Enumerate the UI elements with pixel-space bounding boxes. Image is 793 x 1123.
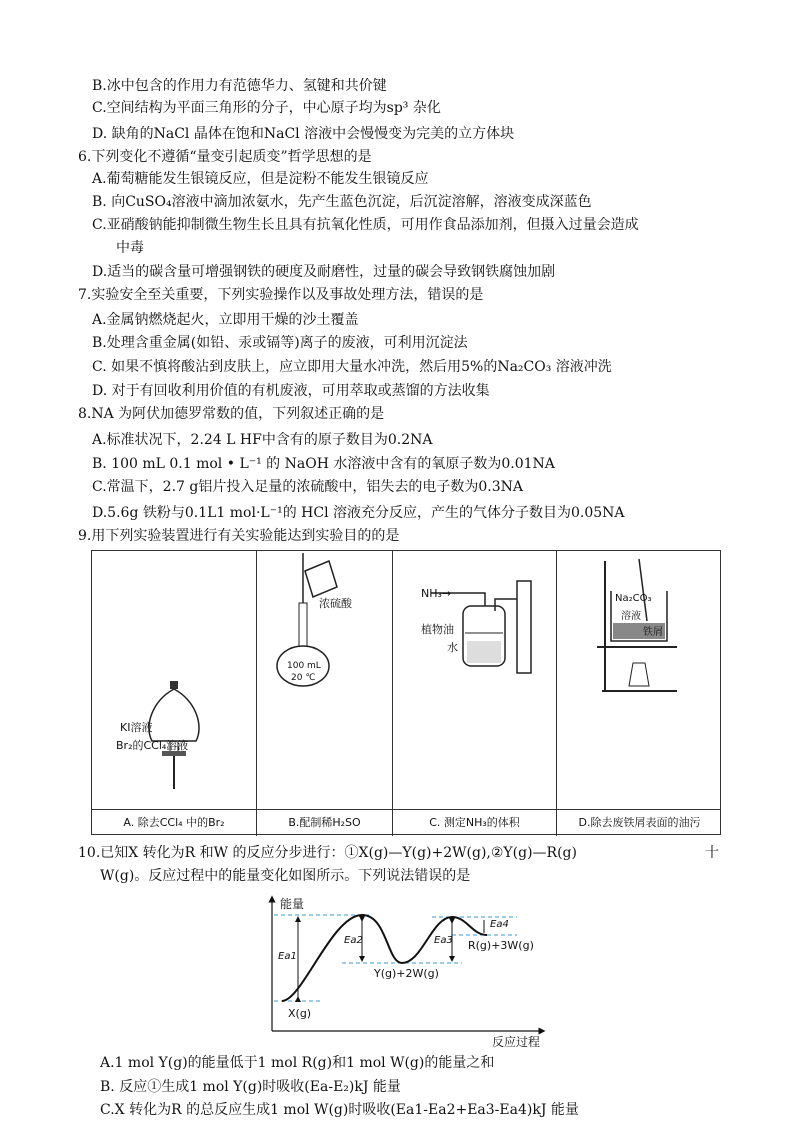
q8-option-d: D.5.6g 铁粉与0.1L1 mol·L⁻¹的 HCl 溶液充分反应，产生的气体分子数目为0.05NA (92, 505, 625, 521)
q7-option-b: B.处理含重金属(如铅、汞或镉等)离子的废液，可利用沉淀法 (92, 335, 468, 351)
q5-option-c: C.空间结构为平面三角形的分子，中心原子均为sp³ 杂化 (92, 100, 441, 116)
label-100ml: 100 mL (287, 661, 321, 671)
q5-option-d: D. 缺角的NaCl 晶体在饱和NaCl 溶液中会慢慢变为完美的立方体块 (92, 126, 515, 142)
y-axis-label: 能量 (280, 897, 305, 911)
apparatus-a (92, 551, 257, 809)
caption-a: A. 除去CCl₄ 中的Br₂ (92, 810, 257, 836)
q6-option-b: B. 向CuSO₄溶液中滴加浓氨水，先产生蓝色沉淀，后沉淀溶解，溶液变成深蓝色 (92, 194, 592, 210)
label-na2co3: Na₂CO₃ (615, 593, 652, 604)
q10-stem-line1: 10.已知X 转化为R 和W 的反应分步进行：①X(g)—Y(g)+2W(g),②Y(g)—R(g) (78, 845, 577, 861)
q5-option-b: B.冰中包含的作用力有范德华力、氢键和共价键 (92, 78, 387, 94)
ea1-label: Ea1 (278, 951, 297, 962)
caption-b: B.配制稀H₂SO (257, 810, 393, 836)
caption-d: D.除去废铁屑表面的油污 (578, 816, 701, 829)
separatory-funnel-icon (92, 551, 257, 809)
apparatus-d (557, 551, 722, 809)
ea3-label: Ea3 (434, 935, 453, 946)
label-water: 水 (447, 641, 458, 654)
caption-row (92, 809, 720, 836)
beaker-heating-icon (557, 551, 722, 809)
q8-stem: 8.NA 为阿伏加德罗常数的值，下列叙述正确的是 (78, 406, 385, 422)
label-ki-solution: KI溶液 (120, 721, 153, 734)
q7-option-c: C. 如果不慎将酸沾到皮肤上，应立即用大量水冲洗，然后用5%的Na₂CO₃ 溶液冲洗 (92, 359, 612, 375)
q7-option-a: A.金属钠燃烧起火，立即用干燥的沙土覆盖 (92, 312, 359, 328)
gas-measure-icon (393, 551, 557, 809)
q7-stem: 7.实验安全至关重要，下列实验操作以及事故处理方法，错误的是 (78, 287, 484, 303)
volumetric-flask-icon (257, 551, 393, 809)
label-solution: 溶液 (621, 611, 641, 622)
q10-stem-line2: W(g)。反应过程中的能量变化如图所示。下列说法错误的是 (100, 868, 471, 884)
r-state-label: R(g)+3W(g) (468, 939, 534, 952)
y-state-label: Y(g)+2W(g) (374, 967, 439, 980)
label-iron-filings: 铁屑 (643, 627, 663, 638)
q6-option-c: C.亚硝酸钠能抑制微生物生长且具有抗氧化性质，可用作食品添加剂，但摄入过量会造成 (92, 217, 639, 233)
q10-plus: 十 (705, 845, 719, 861)
q10-option-c: C.X 转化为R 的总反应生成1 mol W(g)时吸收(Ea1-Ea2+Ea3-Ea4)kJ 能量 (100, 1102, 579, 1118)
label-conc-sulfuric-acid: 浓硫酸 (319, 597, 352, 610)
q6-stem: 6.下列变化不遵循“量变引起质变”哲学思想的是 (78, 149, 372, 165)
q6-option-d: D.适当的碳含量可增强钢铁的硬度及耐磨性，过量的碳会导致钢铁腐蚀加剧 (92, 264, 556, 280)
q8-option-c: C.常温下，2.7 g铝片投入足量的浓硫酸中，铝失去的电子数为0.3NA (92, 479, 523, 495)
x-axis-label: 反应过程 (492, 1035, 541, 1049)
label-br2-ccl4: Br₂的CCl₄溶液 (116, 739, 189, 752)
q8-option-a: A.标准状况下，2.24 L HF中含有的原子数目为0.2NA (92, 432, 433, 448)
apparatus-table (91, 550, 721, 835)
label-20c: 20 ℃ (291, 673, 316, 683)
label-nh3: NH₃→ (421, 587, 452, 600)
q8-option-b: B. 100 mL 0.1 mol • L⁻¹ 的 NaOH 水溶液中含有的氧原子数为0.01NA (92, 456, 555, 472)
q10-option-b: B. 反应①生成1 mol Y(g)时吸收(Ea-E₂)kJ 能量 (100, 1079, 401, 1095)
caption-c: C. 测定NH₃的体积 (393, 810, 557, 836)
ea2-label: Ea2 (344, 935, 363, 946)
ea4-label: Ea4 (490, 919, 509, 930)
q9-stem: 9.用下列实验装置进行有关实验能达到实验目的的是 (78, 528, 400, 544)
label-vegetable-oil: 植物油 (421, 623, 454, 636)
q6-option-a: A.葡萄糖能发生银镜反应，但是淀粉不能发生银镜反应 (92, 171, 429, 187)
q7-option-d: D. 对于有回收利用价值的有机废液，可用萃取或蒸馏的方法收集 (92, 383, 490, 399)
apparatus-b (257, 551, 393, 809)
apparatus-c (393, 551, 557, 809)
energy-diagram (262, 893, 552, 1049)
q10-option-a: A.1 mol Y(g)的能量低于1 mol R(g)和1 mol W(g)的能量之和 (100, 1055, 495, 1071)
x-state-label: X(g) (288, 1007, 312, 1020)
q6-option-c-cont: 中毒 (116, 240, 144, 256)
